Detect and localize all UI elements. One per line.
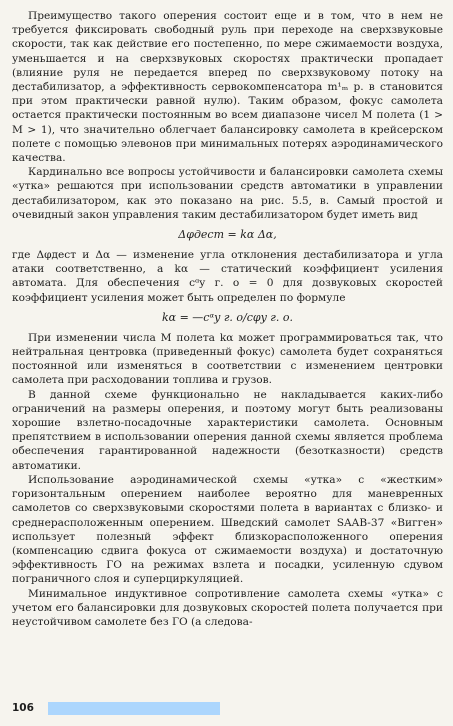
paragraph-6: Использование аэродинамической схемы «утка» с «жестким» горизонтальным оперением наиболее вероятно для маневренных самолетов со сверхзвуковыми скоростями полета в вариантах с близко- и среднерасположенным оперением. Шведский самолет SAAB-37 «Вигген» использует полезный эффект близкорасположенного оперения (компенсацию сдвига фокуса от сжимаемости воздуха) и достаточную эффективность ГО на режимах взлета и посадки, усиленную сдувом пограничного слоя и суперциркуляцией. bbox=[12, 473, 443, 586]
page-number: 106 bbox=[12, 702, 34, 714]
paragraph-7: Минимальное индуктивное сопротивление самолета схемы «утка» с учетом его балансировки для дозвуковых скоростей полета получается при неустойчивом самолете без ГО (а следова- bbox=[12, 587, 443, 628]
paragraph-3: где Δφдест и Δα — изменение угла отклонения дестабилизатора и угла атаки соответственно, а kα — статический коэффициент усиления автомата. Для обеспечения cᵅy г. о = 0 для дозвуковых скоростей коэффициент усиления может быть определен по формуле bbox=[12, 249, 443, 304]
formula-gain: kα = —cᵅy г. о/cφy г. о. bbox=[162, 310, 293, 324]
formula-control-law: Δφдест = kα Δα, bbox=[178, 228, 277, 242]
paragraph-4: При изменении числа M полета kα может программироваться так, что нейтральная центровка (приведенный фокус) самолета будет сохраняться постоянной или изменяться в соответствии с изменением центровки самолета при расходовании топлива и грузов. bbox=[12, 331, 443, 387]
paragraph-1: Преимущество такого оперения состоит еще и в том, что в нем не требуется фиксировать свободный руль при переходе на сверхзвуковые скорости, так как действие его постепенно, по мере сжимаемости воздуха, уменьшается и на сверхзвуковых скоростях практически пропадает (влияние руля не передается вперед по сверхзвуковому потоку на дестабилизатор, а эффективность сервокомпенсатора m¹ₘ р. в становится при этом практически равной нулю). Таким образом, фокус самолета остается практически постоянным во всем диапазоне чисел M полета (1 > M > 1), что значительно облегчает балансировку самолета в крейсерском полете с помощью элевонов при минимальных потерях аэродинамического качества. bbox=[12, 10, 443, 165]
paragraph-2: Кардинально все вопросы устойчивости и балансировки самолета схемы «утка» решаются при использовании средств автоматики в управлении дестабилизатором, как это показано на рис. 5.5, в. Самый простой и очевидный закон управления таким дестабилизатором будет иметь вид bbox=[12, 166, 443, 221]
paragraph-5: В данной схеме функционально не накладывается каких-либо ограничений на размеры оперения, и поэтому могут быть реализованы хорошие взлетно-посадочные характеристики самолета. Основным препятствием в использовании оперения данной схемы является проблема обеспечения гарантированной надежности (безотказности) средств автоматики. bbox=[12, 388, 443, 472]
text-selection-highlight bbox=[48, 702, 220, 715]
